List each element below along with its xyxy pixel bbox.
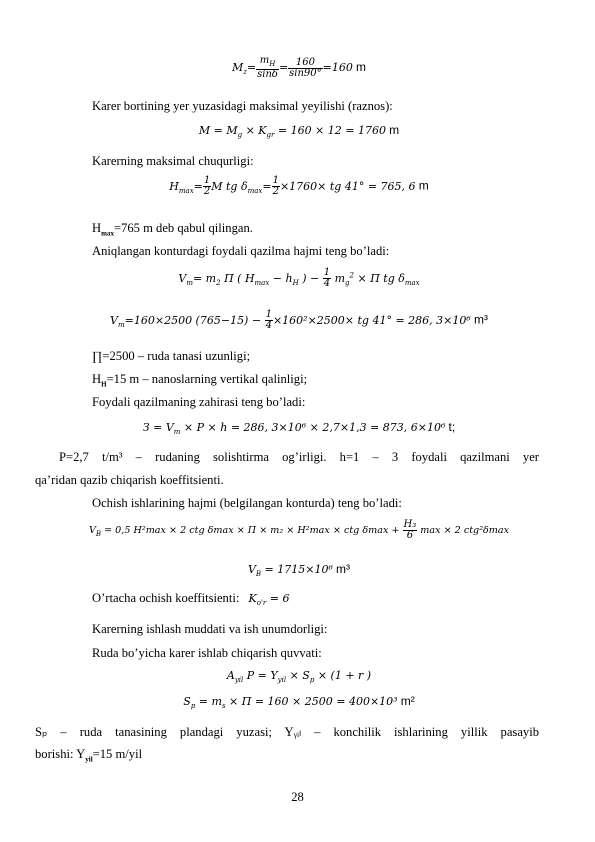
paragraph-lifetime: Karerning ishlash muddati va ish unumdorligi:: [92, 622, 328, 636]
formula-vm-general: $V_m= m_2$ П ( $H_{max} - h_H$ ) − $\frac{1}{4}$ $m_g^2 \times П$ tg $\delta_{max}$: [178, 267, 420, 289]
formula-vm-value: $V_m=160\times 2500$ (765−15) − $\frac{1}{4}$ ×160²×2500× tg 41° = 286, 3×10⁶ m³: [110, 309, 488, 331]
formula-vb-general: $V_B = 0,5$ H²max × 2 ctg δmax × П × m₂ × H²max × ctg δmax + $\frac{\text{H₃}}{6}$ max × 2 ctg²δmax: [88, 519, 510, 541]
paragraph-raznos: Karer bortining yer yuzasidagi maksimal yeyilishi (raznos):: [92, 99, 393, 113]
paragraph-ratio: O’rtacha ochish koeffitsienti: $K_{o'r} = 6$: [92, 591, 290, 608]
paragraph-hmax-accepted: $H_{max}=765$ m deb qabul qilingan.: [92, 221, 253, 238]
formula-m: $M = M_g \times K_{gr} = 160 \times 12 = 1760$ m: [198, 123, 400, 140]
formula-area: $S_p = m_s \times П = 160 \times 2500 = 400\times 10^3$ m²: [183, 694, 415, 711]
paragraph-area-line2: borishi: $Y_{yil}=15$ m/yil: [35, 747, 143, 764]
paragraph-volume: Aniqlangan konturdagi foydali qazilma hajmi teng bo’ladi:: [92, 244, 390, 258]
formula-mz: $M_z=$ $\frac{m_H}{\sin\delta}$ = $\frac{160}{\sin 90^\circ}$ =160 m: [231, 55, 367, 80]
formula-reserve: $З = V_m \times P \times h = 286$, 3×10⁶ × 2,7×1,3 = 873, 6×10⁶ t;: [142, 420, 456, 437]
formula-hmax: $H_{max}=$ $\frac{1}{2}$ M tg $\delta_{max}=$ $\frac{1}{2}$ ×1760× tg 41° = 765, 6 m: [169, 175, 429, 197]
formula-vb-value: $V_B = 1715\times 10^6$ m³: [247, 562, 351, 579]
formula-capacity: $A_{yil}$ $P = Y_{yil} \times S_p \times (1 + r$ ): [226, 669, 372, 685]
paragraph-overburden: $H_H=15$ m – nanoslarning vertikal qalinligi;: [92, 372, 308, 389]
paragraph-capacity: Ruda bo’yicha karer ishlab chiqarish quvvati:: [92, 646, 322, 660]
paragraph-depth: Karerning maksimal chuqurligi:: [92, 154, 254, 168]
paragraph-ore-length: ∏=2500 – ruda tanasi uzunligi;: [92, 349, 251, 363]
paragraph-area-line1: Sₚ – ruda tanasining plandagi yuzasi; Yᵧᵢₗ – konchilik ishlarining yillik pasayib: [35, 725, 539, 739]
formula-kor: $K_{o'r} = 6$: [248, 592, 290, 608]
paragraph-density-line1: P=2,7 t/m³ – rudaning solishtirma og’irligi. h=1 – 3 foydali qazilmani yer: [59, 450, 539, 464]
paragraph-reserve: Foydali qazilmaning zahirasi teng bo’ladi:: [92, 395, 306, 409]
page-number: 28: [291, 790, 304, 804]
paragraph-density-line2: qa’ridan qazib chiqarish koeffitsienti.: [35, 473, 224, 487]
paragraph-stripping: Ochish ishlarining hajmi (belgilangan konturda) teng bo’ladi:: [92, 496, 402, 510]
